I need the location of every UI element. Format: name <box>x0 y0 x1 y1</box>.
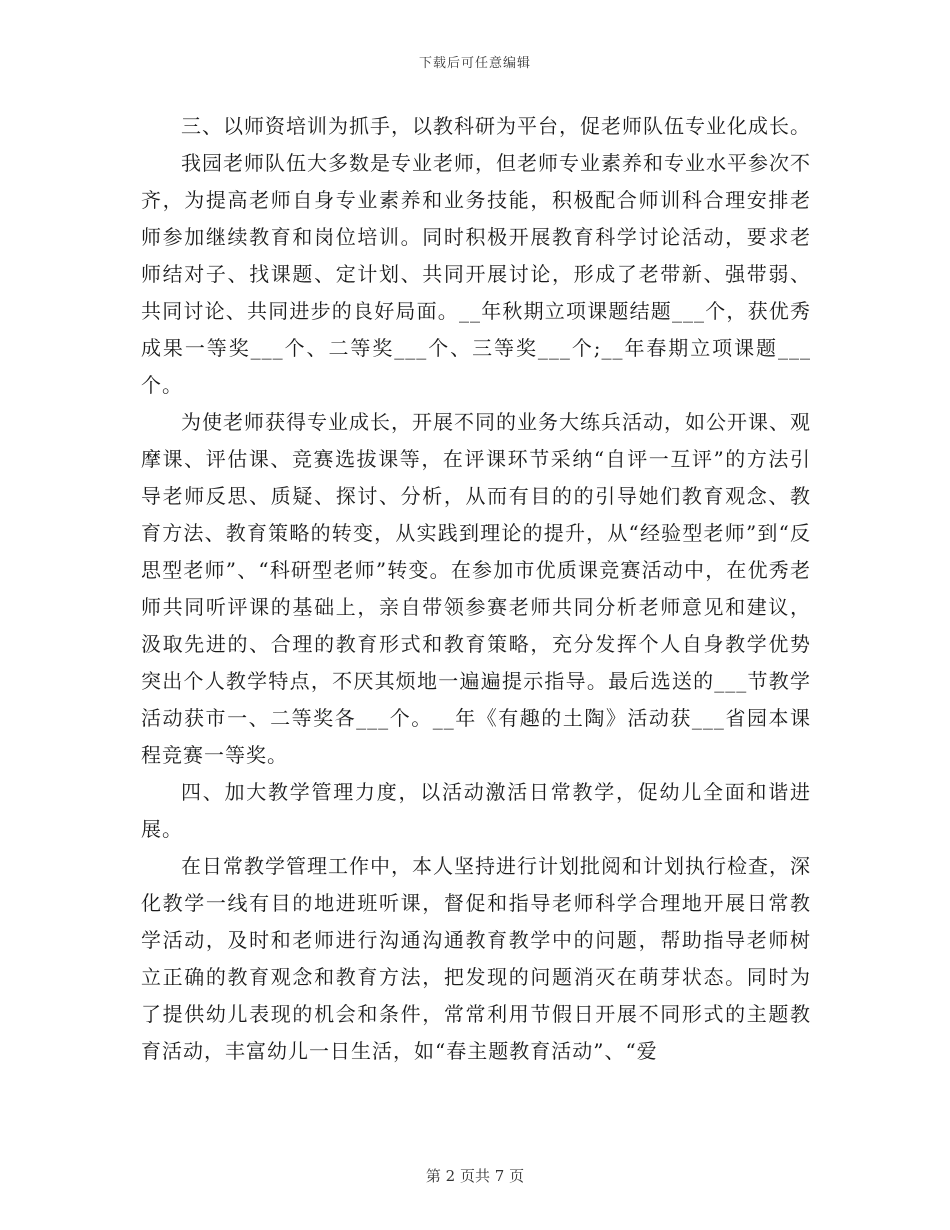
body-paragraph: 在日常教学管理工作中，本人坚持进行计划批阅和计划执行检查，深化教学一线有目的地进班听课，督促和指导老师科学合理地开展日常教学活动，及时和老师进行沟通沟通教育教学中的问题，帮助指导老师树立正确的教育观念和教育方法，把发现的问题消灭在萌芽状态。同时为了提供幼儿表现的机会和条件，常常利用节假日开展不同形式的主题教育活动，丰富幼儿一日生活，如“春主题教育活动”、“爱 <box>141 854 811 1063</box>
document-body <box>141 108 811 1070</box>
body-paragraph: 为使老师获得专业成长，开展不同的业务大练兵活动，如公开课、观摩课、评估课、竞赛选拔课等，在评课环节采纳“自评一互评”的方法引导老师反思、质疑、探讨、分析，从而有目的的引导她们教育观念、教育方法、教育策略的转变，从实践到理论的提升，从“经验型老师”到“反思型老师”、“科研型老师”转变。在参加市优质课竞赛活动中，在优秀老师共同听评课的基础上，亲自带领参赛老师共同分析老师意见和建议，汲取先进的、合理的教育形式和教育策略，充分发挥个人自身教学优势突出个人教学特点，不厌其烦地一遍遍提示指导。最后选送的___节教学活动获市一、二等奖各___个。__年《有趣的土陶》活动获___省园本课程竞赛一等奖。 <box>141 410 811 767</box>
page-header: 下载后可任意编辑 <box>418 56 531 71</box>
page-footer: 第 2 页共 7 页 <box>425 1167 525 1185</box>
section-heading-four: 四、加大教学管理力度，以活动激活日常教学，促幼儿全面和谐进展。 <box>141 780 811 841</box>
section-heading-three: 三、以师资培训为抓手，以教科研为平台，促老师队伍专业化成长。 <box>181 114 811 138</box>
body-paragraph: 我园老师队伍大多数是专业老师，但老师专业素养和专业水平参次不齐，为提高老师自身专业素养和业务技能，积极配合师训科合理安排老师参加继续教育和岗位培训。同时积极开展教育科学讨论活动，要求老师结对子、找课题、定计划、共同开展讨论，形成了老带新、强带弱、共同讨论、共同进步的良好局面。__年秋期立项课题结题___个，获优秀成果一等奖___个、二等奖___个、三等奖___个;__年春期立项课题___个。 <box>141 151 811 397</box>
